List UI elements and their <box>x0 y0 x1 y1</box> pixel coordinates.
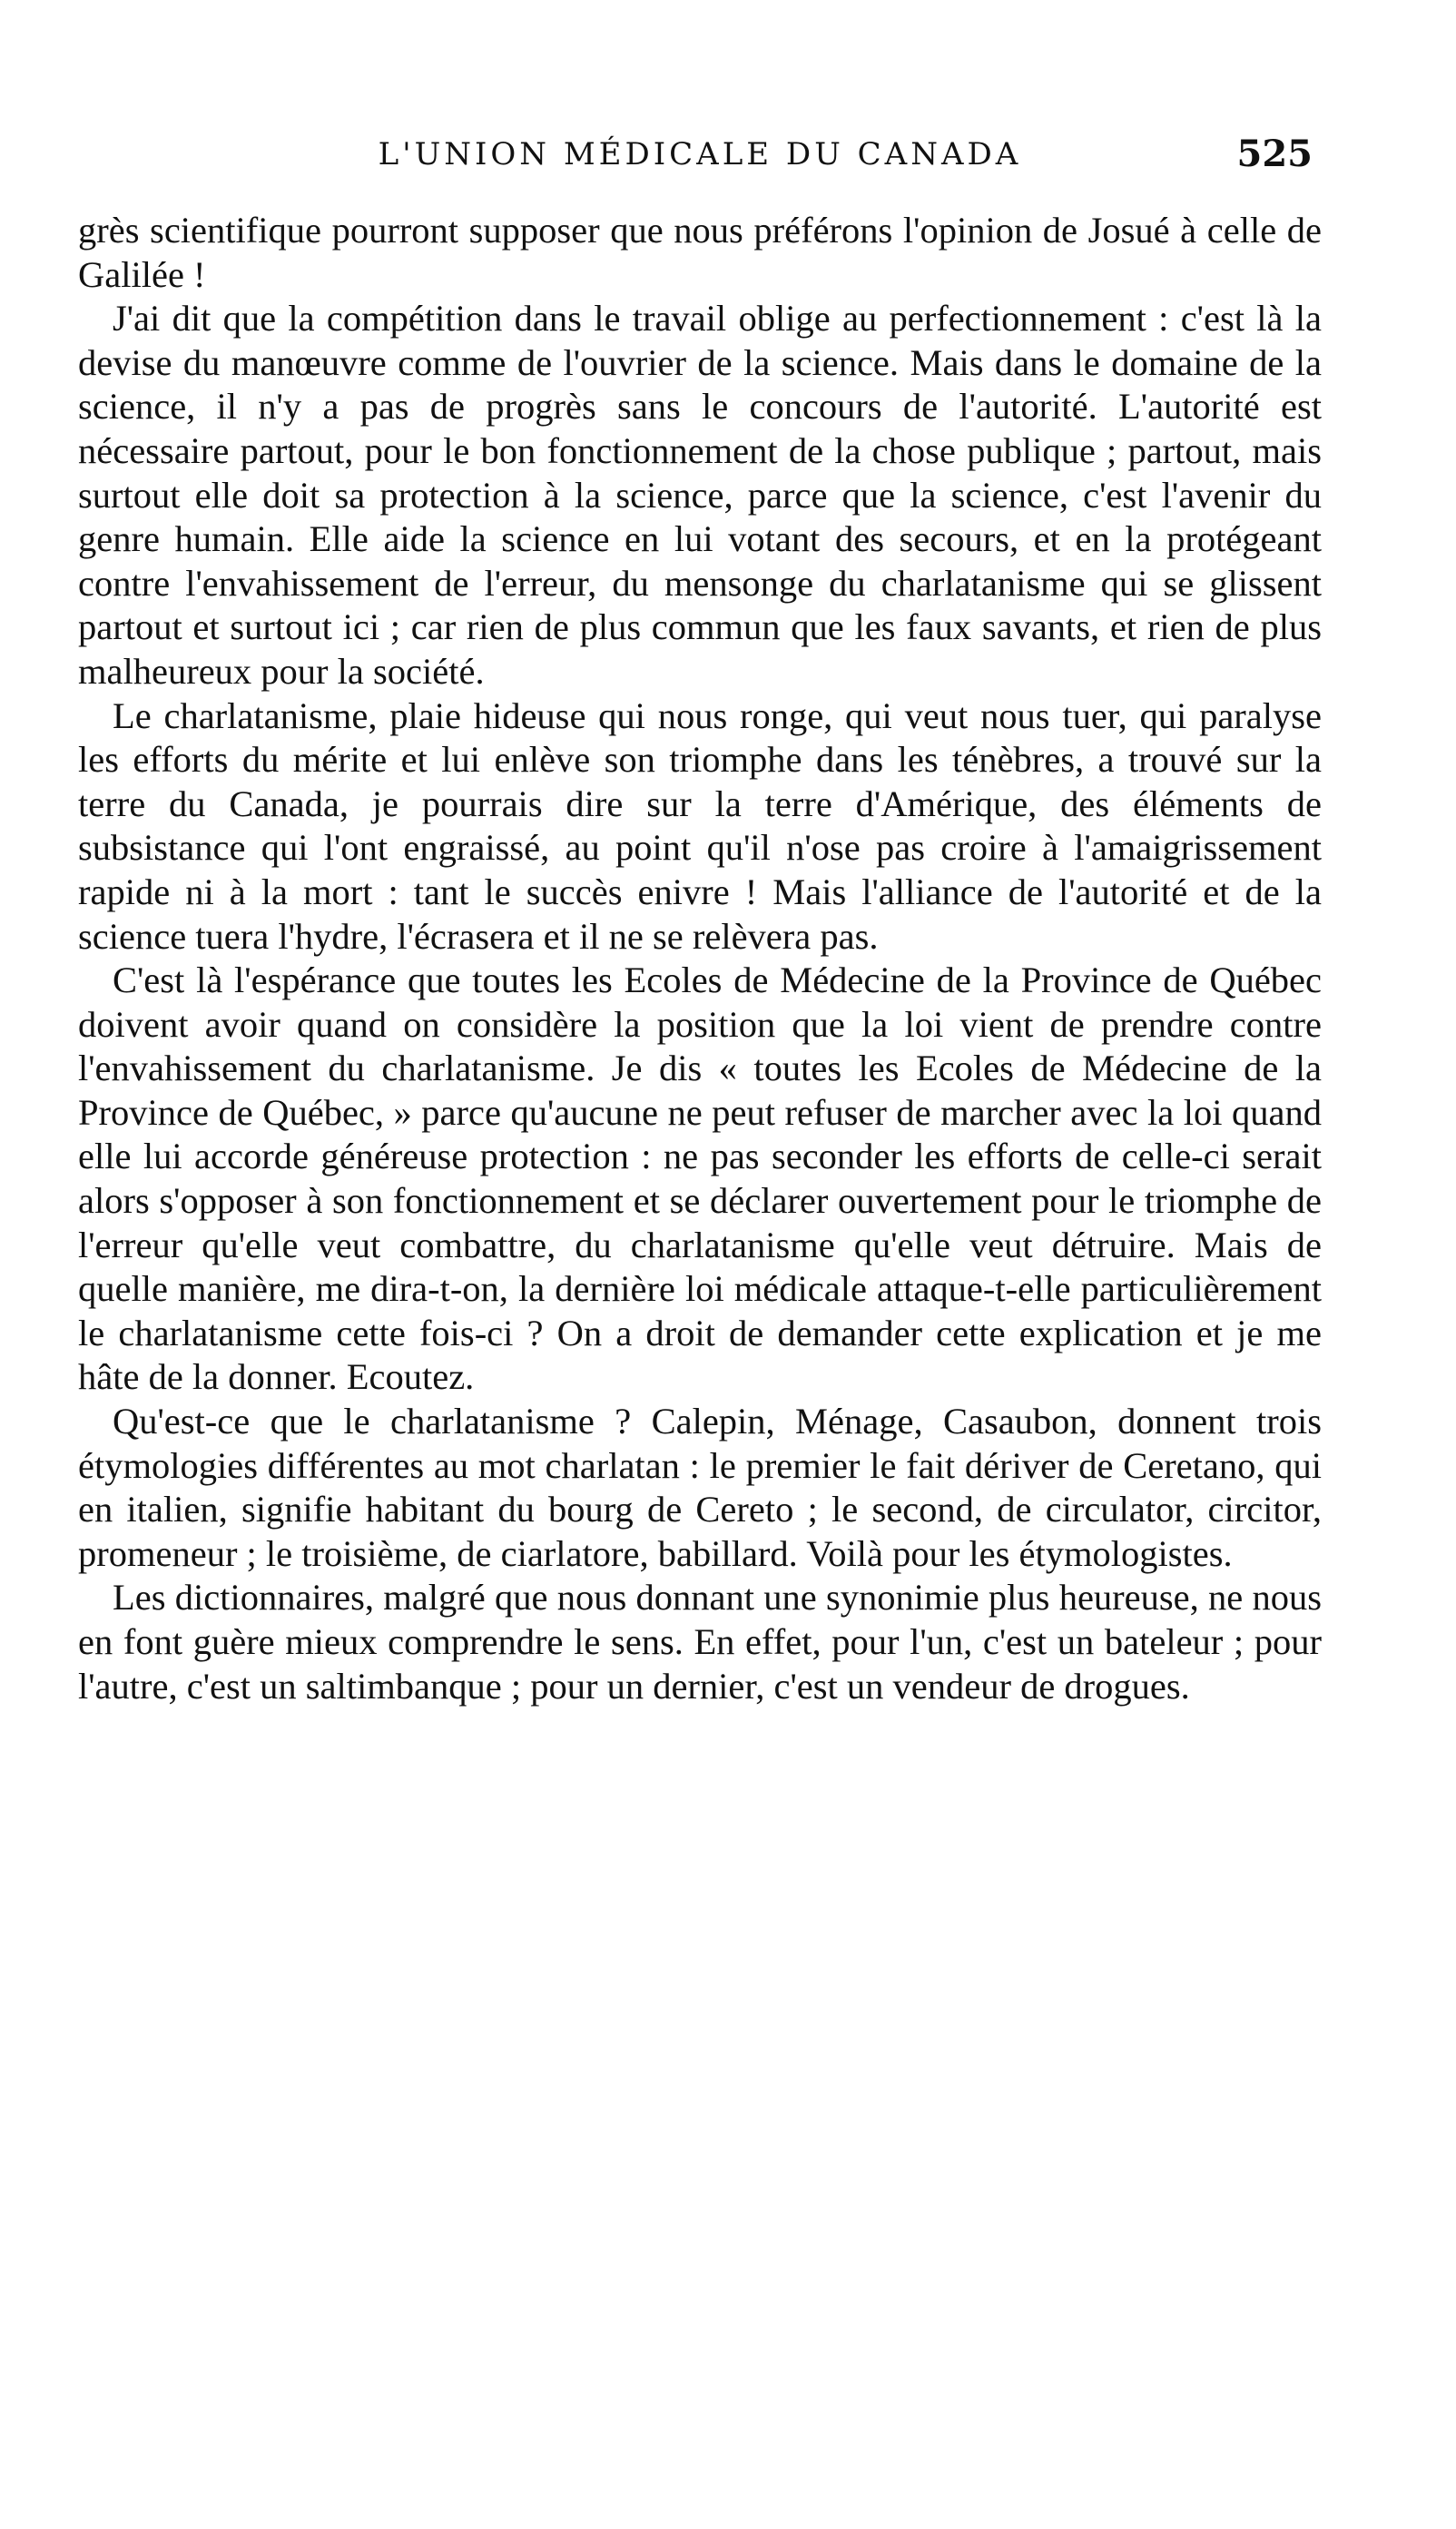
paragraph: C'est là l'espérance que toutes les Ecoles de Médecine de la Province de Québec doivent avoir quand on considère la position que la loi vient de prendre contre l'envahissement du charlatanisme. Je dis « toutes les Ecoles de Médecine de la Province de Québec, » parce qu'aucune ne peut refuser de marcher avec la loi quand elle lui accorde généreuse protection : ne pas seconder les efforts de celle-ci serait alors s'opposer à son fonctionnement et se déclarer ouvertement pour le triomphe de l'erreur qu'elle veut combattre, du charlatanisme qu'elle veut détruire. Mais de quelle manière, me dira-t-on, la dernière loi médicale attaque-t-elle particulièrement le charlatanisme cette fois-ci ? On a droit de demander cette explication et je me hâte de la donner. Ecoutez. <box>78 959 1322 1398</box>
paragraph: Qu'est-ce que le charlatanisme ? Calepin, Ménage, Casaubon, donnent trois étymologies différentes au mot charlatan : le premier le fait dériver de Ceretano, qui en italien, signifie habitant du bourg de Cereto ; le second, de circulator, circitor, promeneur ; le troisième, de ciarlatore, babillard. Voilà pour les étymologistes. <box>78 1401 1322 1574</box>
body-text <box>78 209 1322 1708</box>
paragraph: grès scientifique pourront supposer que nous préférons l'opinion de Josué à celle de Galilée ! <box>78 210 1322 295</box>
paragraph: Le charlatanisme, plaie hideuse qui nous ronge, qui veut nous tuer, qui paralyse les efforts du mérite et lui enlève son triomphe dans les ténèbres, a trouvé sur la terre du Canada, je pourrais dire sur la terre d'Amérique, des éléments de subsistance qui l'ont engraissé, au point qu'il n'ose pas croire à l'amaigrissement rapide ni à la mort : tant le succès enivre ! Mais l'alliance de l'autorité et de la science tuera l'hydre, l'écrasera et il ne se relèvera pas. <box>78 694 1322 957</box>
page-header <box>78 133 1322 191</box>
document-page <box>78 133 1322 1708</box>
paragraph: J'ai dit que la compétition dans le travail oblige au perfectionnement : c'est là la devise du manœuvre comme de l'ouvrier de la science. Mais dans le domaine de la science, il n'y a pas de progrès sans le concours de l'autorité. L'autorité est nécessaire partout, pour le bon fonctionnement de la chose publique ; partout, mais surtout elle doit sa protection à la science, parce que la science, c'est l'avenir du genre humain. Elle aide la science en lui votant des secours, et en la protégeant contre l'envahissement de l'erreur, du mensonge du charlatanisme qui se glissent partout et surtout ici ; car rien de plus commun que les faux savants, et rien de plus malheureux pour la société. <box>78 298 1322 692</box>
running-head: L'UNION MÉDICALE DU CANADA <box>378 136 1022 172</box>
paragraph: Les dictionnaires, malgré que nous donnant une synonimie plus heureuse, ne nous en font guère mieux comprendre le sens. En effet, pour l'un, c'est un bateleur ; pour l'autre, c'est un saltimbanque ; pour un dernier, c'est un vendeur de drogues. <box>78 1577 1322 1707</box>
page-number: 525 <box>1236 133 1313 175</box>
